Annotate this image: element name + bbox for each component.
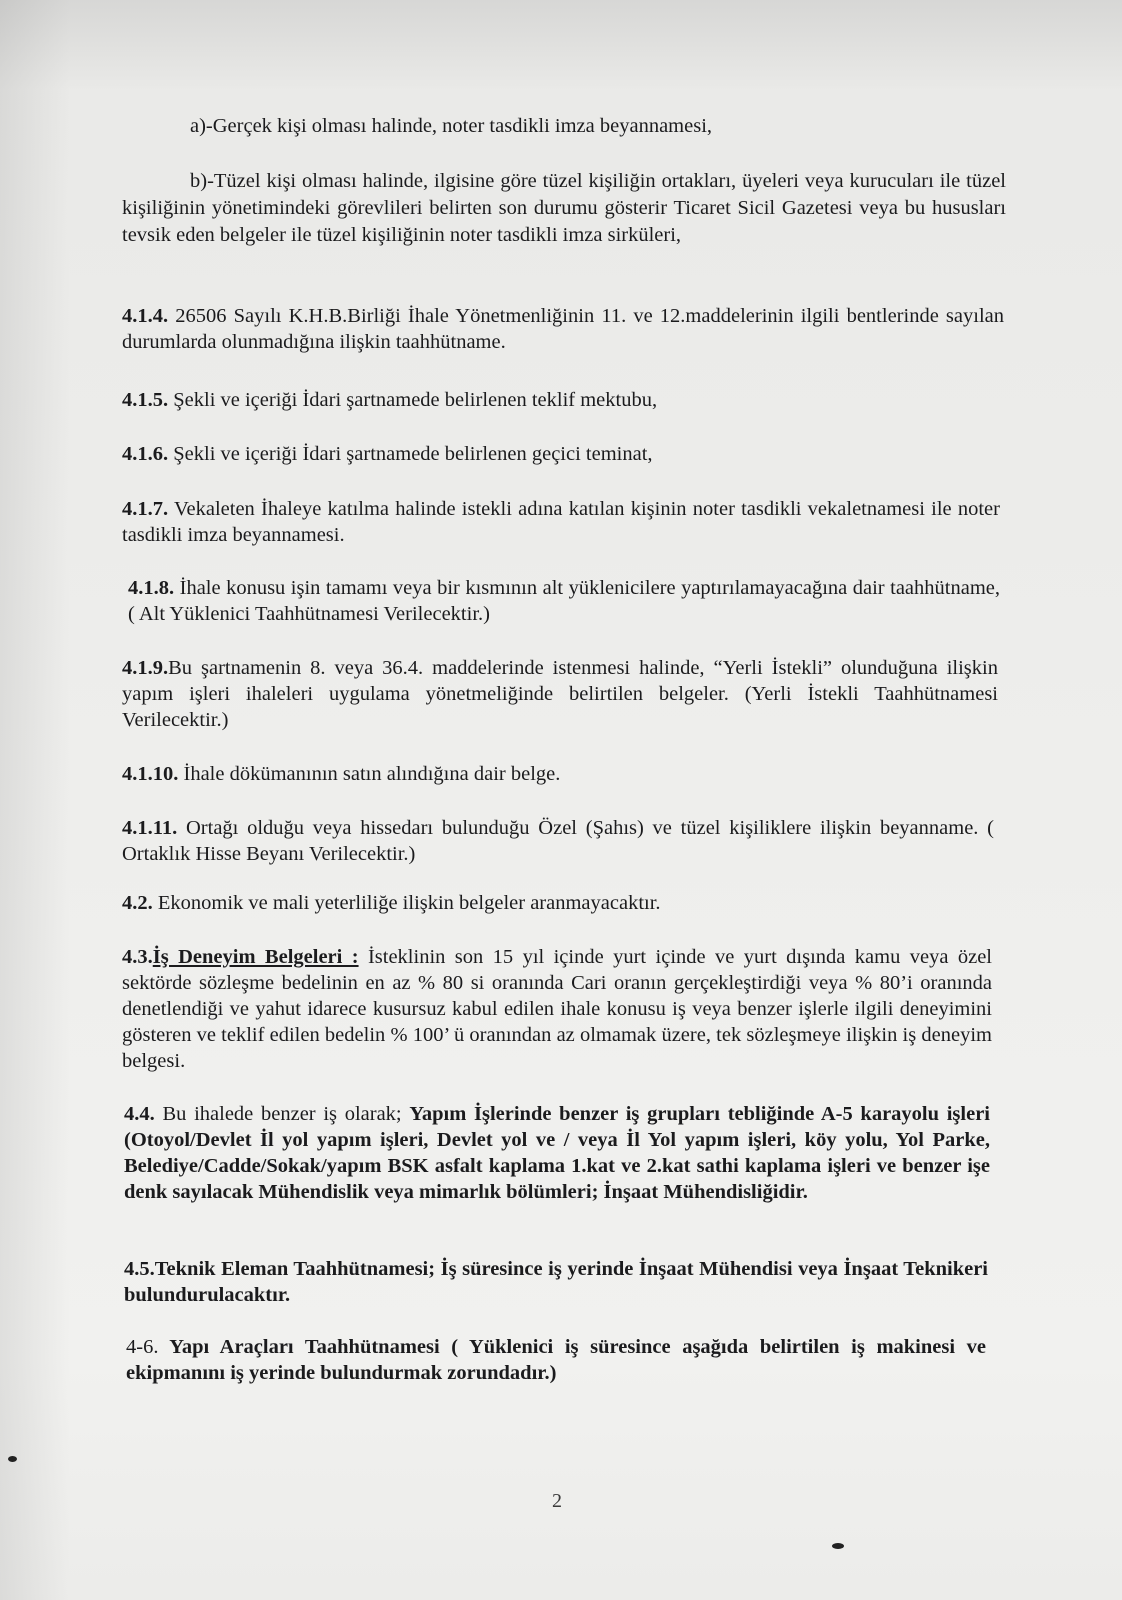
ink-speck xyxy=(8,1456,17,1462)
photo-shadow-top xyxy=(0,0,1122,90)
section-4-5 xyxy=(124,1256,988,1308)
section-4-1-8 xyxy=(128,575,1000,627)
section-4-1-11 xyxy=(122,815,994,867)
section-text: Şekli ve içeriği İdari şartnamede belirlenen teklif mektubu, xyxy=(168,389,658,411)
section-4-2 xyxy=(122,890,994,916)
page-number: 2 xyxy=(552,1490,562,1512)
section-number: 4.4. xyxy=(124,1103,155,1125)
section-text: İhale dökümanının satın alındığına dair belge. xyxy=(178,763,561,785)
section-text: Ortağı olduğu veya hissedarı bulunduğu Özel (Şahıs) ve tüzel kişiliklere ilişkin beyanname. ( Ortaklık Hisse Beyanı Verilecektir.) xyxy=(122,817,994,865)
section-4-6 xyxy=(126,1334,986,1386)
section-number: 4.1.6. xyxy=(122,443,169,465)
photo-shadow-left xyxy=(0,0,70,1600)
section-text: 4.5.Teknik Eleman Taahhütnamesi; İş süresince iş yerinde İnşaat Mühendisi veya İnşaat Teknikeri bulundurulacaktır. xyxy=(124,1258,988,1306)
section-text: İsteklinin son 15 yıl içinde yurt içinde ve yurt dışında kamu veya özel sektörde sözleşme bedelinin en az % 80 si oranında Cari oranın gerçekleştirdiği veya % 80’i oranında denetlendiği ve yahut idarece kusursuz kabul edilen ihale konusu iş veya benzer işlerle ilgili deneyimini gösteren ve teklif edilen bedelin % 100’ ü oranından az olmamak üzere, tek sözleşmeye ilişkin iş deneyim belgesi. xyxy=(122,946,992,1072)
section-number: 4.1.7. xyxy=(122,498,169,520)
section-text: Bu şartnamenin 8. veya 36.4. maddelerinde istenmesi halinde, “Yerli İstekli” olunduğuna ilişkin yapım işleri ihaleleri uygulama yönetmeliğinde belirtilen belgeler. (Yerli İstekli Taahhütnamesi Verilecektir.) xyxy=(122,657,998,731)
section-number: 4.1.5. xyxy=(122,389,169,411)
section-text: Vekaleten İhaleye katılma halinde istekli adına katılan kişinin noter tasdikli vekaletnamesi ile noter tasdikli imza beyannamesi. xyxy=(122,498,1000,546)
section-4-3 xyxy=(122,944,992,1074)
paragraph-b-text: b)-Tüzel kişi olması halinde, ilgisine göre tüzel kişiliğin ortakları, üyeleri veya kurucuları ile tüzel kişiliğinin yönetimindeki görevlileri belirten son durumu gösterir Ticaret Sicil Gazetesi veya bu hususları tevsik eden belgeler ile tüzel kişiliğinin noter tasdikli imza sirküleri, xyxy=(122,170,1006,246)
section-text: Şekli ve içeriği İdari şartnamede belirlenen geçici teminat, xyxy=(168,443,653,465)
section-4-1-5 xyxy=(122,387,1004,413)
section-number: 4.1.4. xyxy=(122,305,169,327)
section-number: 4.3. xyxy=(122,946,153,968)
section-bold-text: Yapım İşlerinde benzer iş grupları tebliğinde A-5 karayolu işleri (Otoyol/Devlet İl yol yapım işleri, Devlet yol ve / veya İl Yol yapım işleri, köy yolu, Yol Parke, Belediye/Cadde/Sokak/yapım BSK asfalt kaplama 1.kat ve 2.kat sathi kaplama işleri ve benzer işe denk sayılacak Mühendislik veya mimarlık bölümleri; İnşaat Mühendisliğidir. xyxy=(124,1103,990,1203)
section-heading: İş Deneyim Belgeleri : xyxy=(152,946,359,968)
section-number: 4-6. xyxy=(126,1336,159,1358)
section-number: 4.2. xyxy=(122,892,153,914)
section-number: 4.1.9. xyxy=(122,657,169,679)
paragraph-a xyxy=(190,113,990,139)
section-4-1-10 xyxy=(122,761,998,787)
section-4-1-7 xyxy=(122,496,1000,548)
section-text: İhale konusu işin tamamı veya bir kısmının alt yüklenicilere yaptırılamayacağına dair taahhütname, ( Alt Yüklenici Taahhütnamesi Verilecektir.) xyxy=(128,577,1000,625)
section-4-1-4 xyxy=(122,303,1004,355)
section-text: Bu ihalede benzer iş olarak; xyxy=(154,1103,410,1125)
section-4-1-6 xyxy=(122,441,1004,467)
section-number: 4.1.10. xyxy=(122,763,179,785)
ink-speck xyxy=(832,1543,844,1549)
section-4-1-9 xyxy=(122,655,998,733)
section-text: Ekonomik ve mali yeterliliğe ilişkin belgeler aranmayacaktır. xyxy=(152,892,661,914)
section-text: 26506 Sayılı K.H.B.Birliği İhale Yönetmenliğinin 11. ve 12.maddelerinin ilgili bentlerinde sayılan durumlarda olunmadığına ilişkin taahhütname. xyxy=(122,305,1004,353)
section-number: 4.1.8. xyxy=(128,577,175,599)
section-text: Yapı Araçları Taahhütnamesi ( Yüklenici iş süresince aşağıda belirtilen iş makinesi ve ekipmanını iş yerinde bulundurmak zorundadır.) xyxy=(126,1336,986,1384)
paragraph-b xyxy=(122,168,1006,249)
section-4-4 xyxy=(124,1101,990,1205)
section-number: 4.1.11. xyxy=(122,817,178,839)
paragraph-a-text: a)-Gerçek kişi olması halinde, noter tasdikli imza beyannamesi, xyxy=(190,115,713,137)
